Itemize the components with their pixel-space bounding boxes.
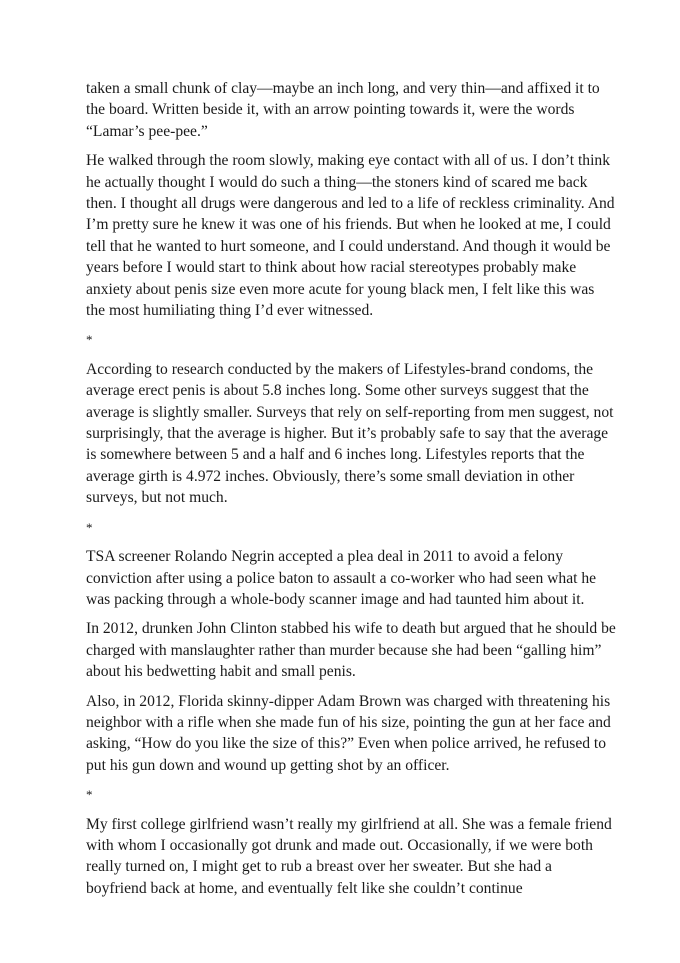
paragraph-room-walk: He walked through the room slowly, making eye contact with all of us. I don’t think he actually thought I would do such a thing—the stoners kind of scared me back then. I thought all drugs were dangerous and led to a life of reckless criminality. And I’m pretty sure he knew it was one of his friends. But when he looked at me, I could tell that he wanted to hurt someone, and I could understand. And though it would be years before I would start to think about how racial stereotypes probably make anxiety about penis size even more acute for young black men, I felt like this was the most humiliating thing I’d ever witnessed.: [86, 152, 615, 320]
section-separator: *: [86, 519, 93, 535]
paragraph-john-clinton: In 2012, drunken John Clinton stabbed his wife to death but argued that he should be charged with manslaughter rather than murder because she had been “galling him” about his bedwetting habit and small penis.: [86, 620, 616, 681]
paragraph-average-size: According to research conducted by the makers of Lifestyles-brand condoms, the average erect penis is about 5.8 inches long. Some other surveys suggest that the average is slightly smaller. Surveys that rely on self-reporting from men suggest, not surprisingly, that the average is higher. But it’s probably safe to say that the average is somewhere between 5 and a half and 6 inches long. Lifestyles reports that the average girth is 4.972 inches. Obviously, there’s some small deviation in other surveys, but not much.: [86, 360, 614, 507]
section-separator: *: [86, 332, 93, 348]
section-separator: *: [86, 787, 93, 803]
paragraph-adam-brown: Also, in 2012, Florida skinny-dipper Adam Brown was charged with threatening his neighbor with a rifle when she made fun of his size, pointing the gun at her face and asking, “How do you like the size of this?” Even when police arrived, he refused to put his gun down and wound up getting shot by an officer.: [86, 692, 611, 774]
paragraph-tsa-screener: TSA screener Rolando Negrin accepted a plea deal in 2011 to avoid a felony conviction after using a police baton to assault a co-worker who had seen what he was packing through a whole-body scanner image and had taunted him about it.: [86, 548, 597, 608]
body-text: [86, 78, 616, 907]
paragraph-college-girlfriend: My first college girlfriend wasn’t really my girlfriend at all. She was a female friend with whom I occasionally got drunk and made out. Occasionally, if we were both really turned on, I might get to rub a breast over her sweater. But she had a boyfriend back at home, and eventually felt like she couldn’t continue: [86, 815, 612, 897]
paragraph-clay-board: taken a small chunk of clay—maybe an inch long, and very thin—and affixed it to the board. Written beside it, with an arrow pointing towards it, were the words “Lamar’s pee-pee.”: [86, 80, 600, 140]
